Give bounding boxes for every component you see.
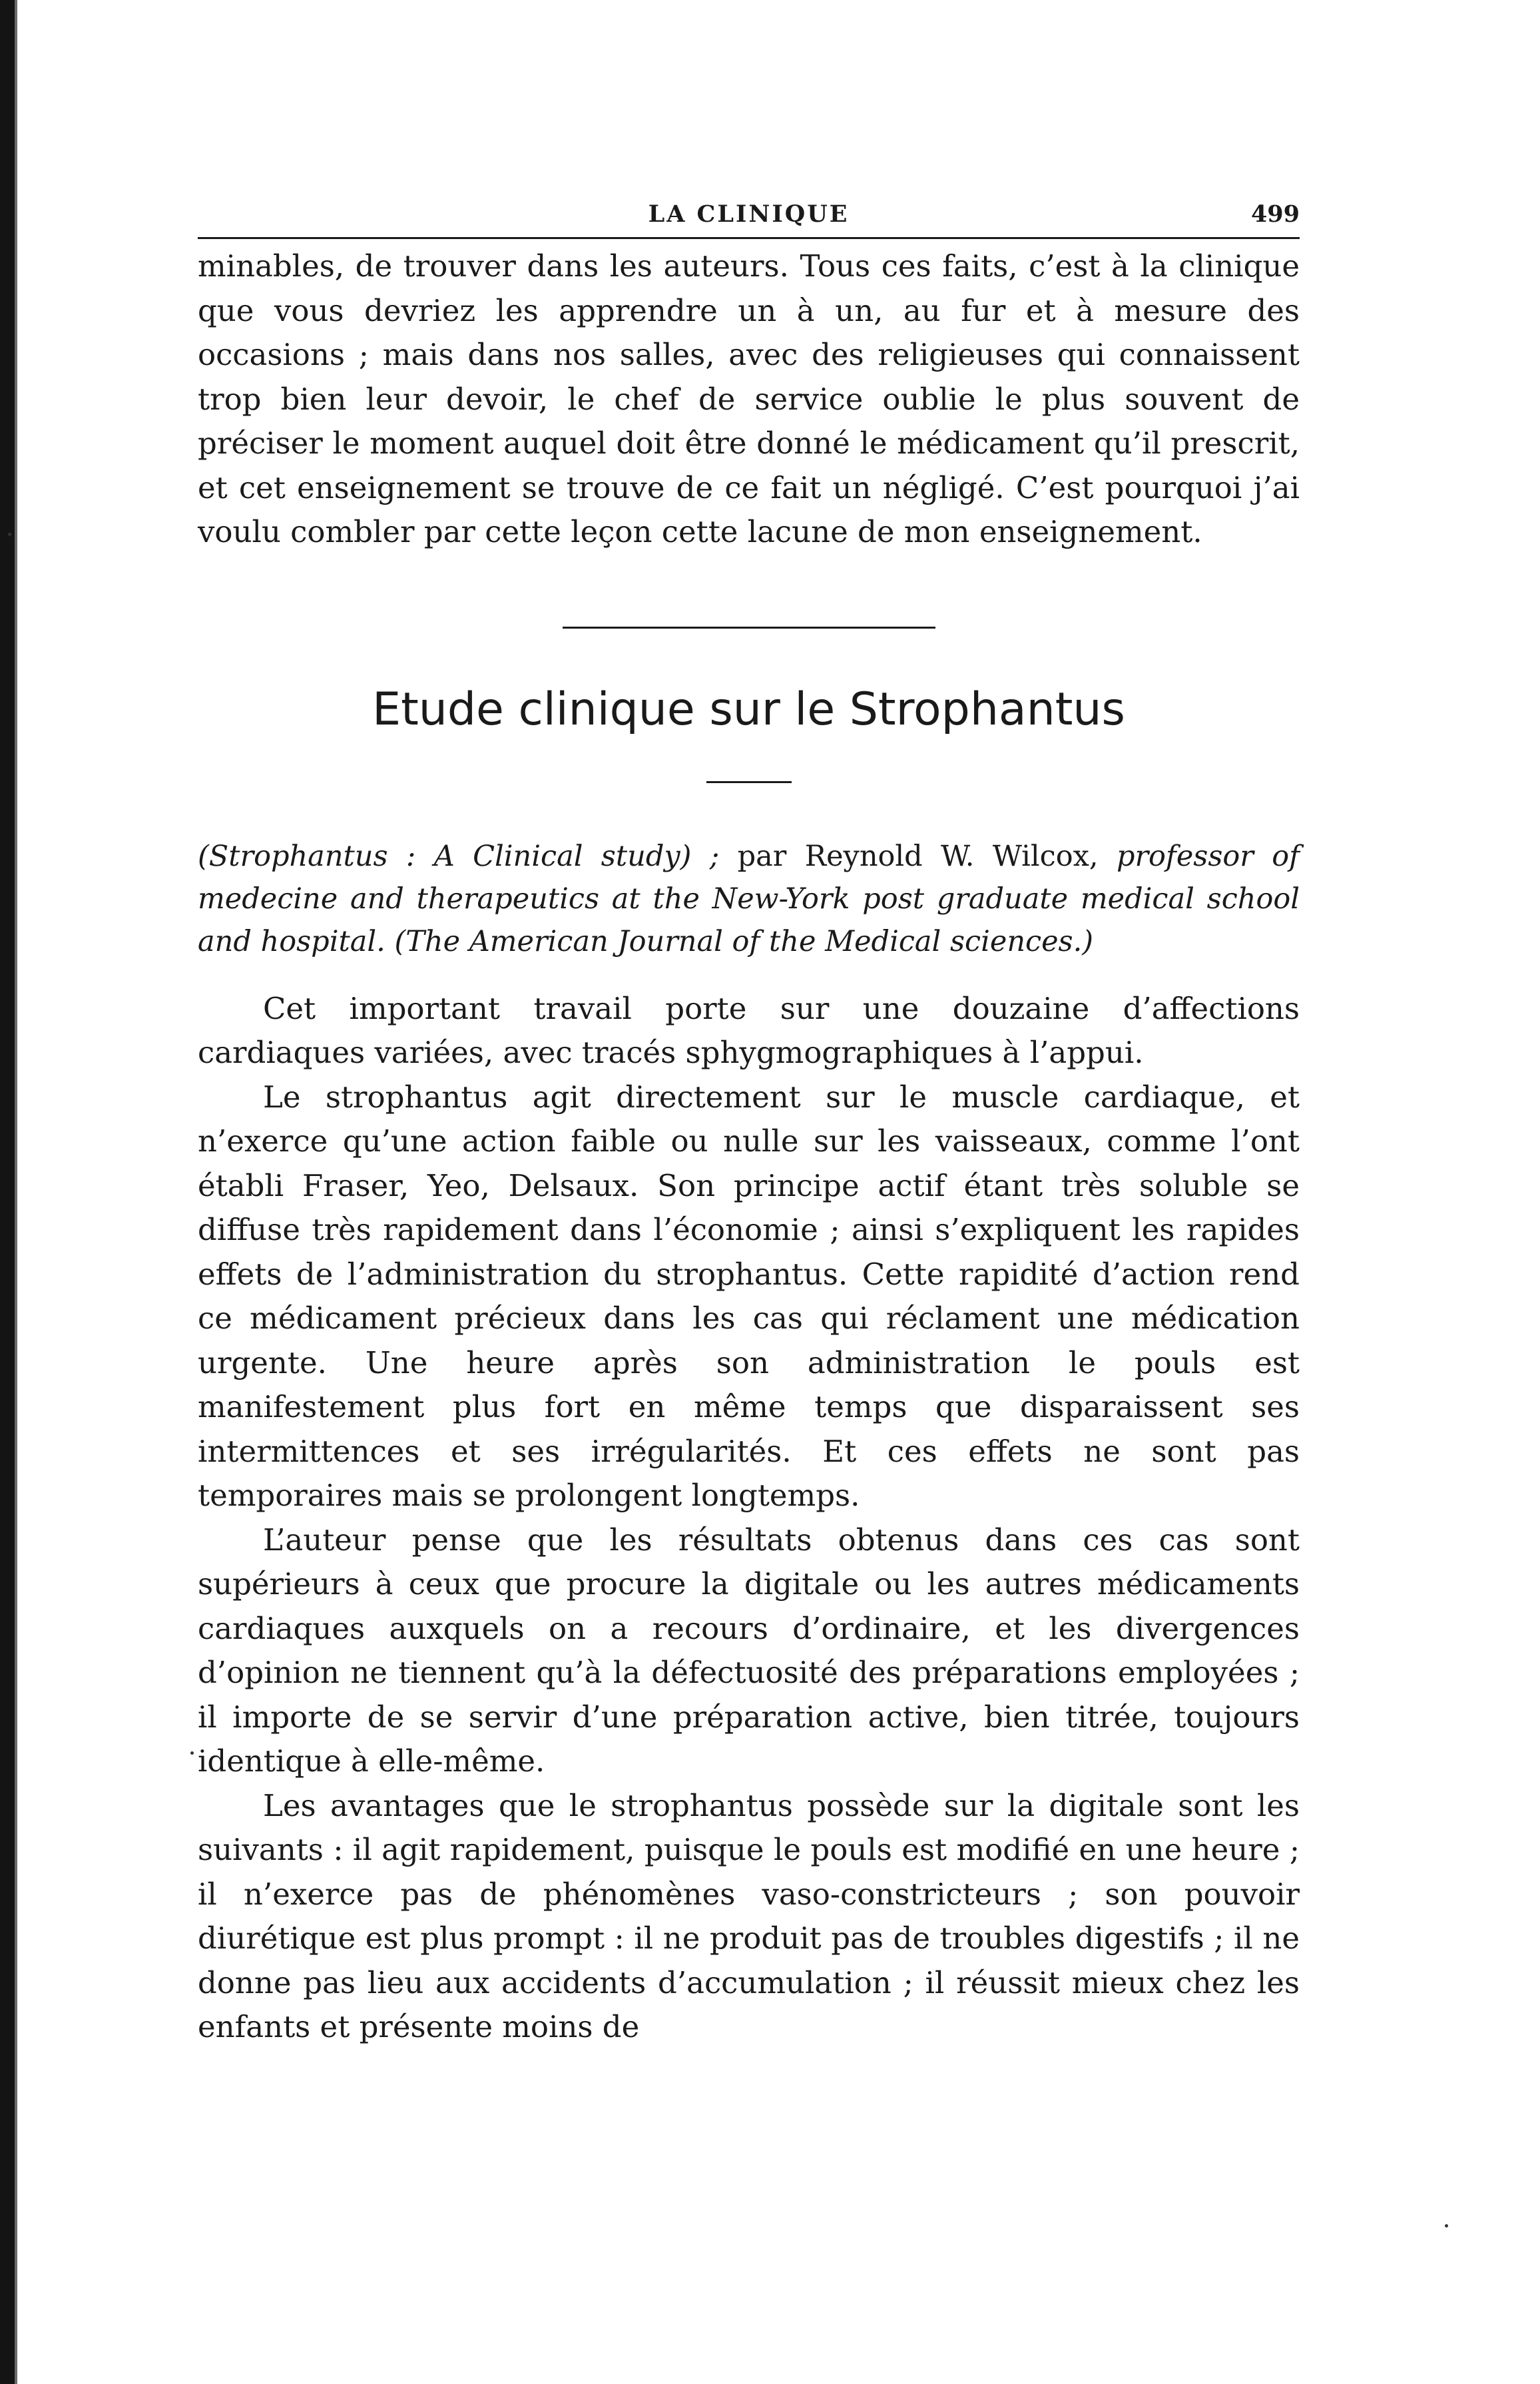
header-rule xyxy=(198,237,1300,239)
running-header xyxy=(198,196,1300,244)
article-body xyxy=(198,987,1300,2050)
scan-speck xyxy=(190,1751,194,1755)
scan-speck xyxy=(1445,2224,1448,2228)
article-paragraph: Cet important travail porte sur une douzaine d’affections cardiaques variées, avec tracés sphygmographiques à l’appui. xyxy=(198,990,1300,1070)
continued-paragraph: minables, de trouver dans les auteurs. Tous ces faits, c’est à la clinique que vous devriez les apprendre un à un, au fur et à mesure des occasions ; mais dans nos salles, avec des religieuses qui connaissent trop bien leur devoir, le chef de service oublie le plus souvent de préciser le moment auquel doit être donné le médicament qu’il prescrit, et cet enseignement se trouve de ce fait un négligé. C’est pourquoi j’ai voulu combler par cette leçon cette lacune de mon enseignement. xyxy=(198,248,1300,549)
citation-source: (Strophantus : A Clinical study) ; xyxy=(198,839,720,873)
article-title: Etude clinique sur le Strophantus xyxy=(372,683,1125,736)
scan-speck xyxy=(8,533,11,536)
book-page xyxy=(198,196,1300,2050)
running-title: LA CLINIQUE xyxy=(648,200,850,228)
article-paragraph: Le strophantus agit directement sur le muscle cardiaque, et n’exerce qu’une action faible ou nulle sur les vaisseaux, comme l’ont établi Fraser, Yeo, Delsaux. Son principe actif étant très soluble se diffuse très rapidement dans l’économie ; ainsi s’expliquent les rapides effets de l’administration du strophantus. Cette rapidité d’action rend ce médicament précieux dans les cas qui réclament une médication urgente. Une heure après son administration le pouls est manifestement plus fort en même temps que disparaissent ses intermittences et ses irrégularités. Et ces effets ne sont pas temporaires mais se prolongent longtemps. xyxy=(198,1079,1300,1513)
article-paragraph: L’auteur pense que les résultats obtenus dans ces cas sont supérieurs à ceux que procure la digitale ou les autres médicaments cardiaques auxquels on a recours d’ordinaire, et les divergences d’opinion ne tiennent qu’à la défectuosité des préparations employées ; il importe de se servir d’une préparation active, bien titrée, toujours identique à elle-même. xyxy=(198,1522,1300,1779)
binding-edge xyxy=(0,0,15,2384)
citation-author: par Reynold W. Wilcox, xyxy=(719,839,1117,873)
citation-affiliation: professor of medecine and therapeutics at the New-York post graduate medical school and hospital. (The American Journal of the Medical sciences.) xyxy=(198,839,1300,958)
article-paragraph: Les avantages que le strophantus possède sur la digitale sont les suivants : il agit rapidement, puisque le pouls est modifié en une heure ; il n’exerce pas de phénomènes vaso-constricteurs ; son pouvoir diurétique est plus prompt : il ne produit pas de troubles digestifs ; il ne donne pas lieu aux accidents d’accumulation ; il réussit mieux chez les enfants et présente moins de xyxy=(198,1787,1300,2044)
section-divider xyxy=(563,627,935,629)
page-number: 499 xyxy=(1250,200,1300,228)
article-citation xyxy=(198,835,1300,963)
title-rule xyxy=(706,781,792,783)
binding-edge-shadow xyxy=(15,0,17,2384)
